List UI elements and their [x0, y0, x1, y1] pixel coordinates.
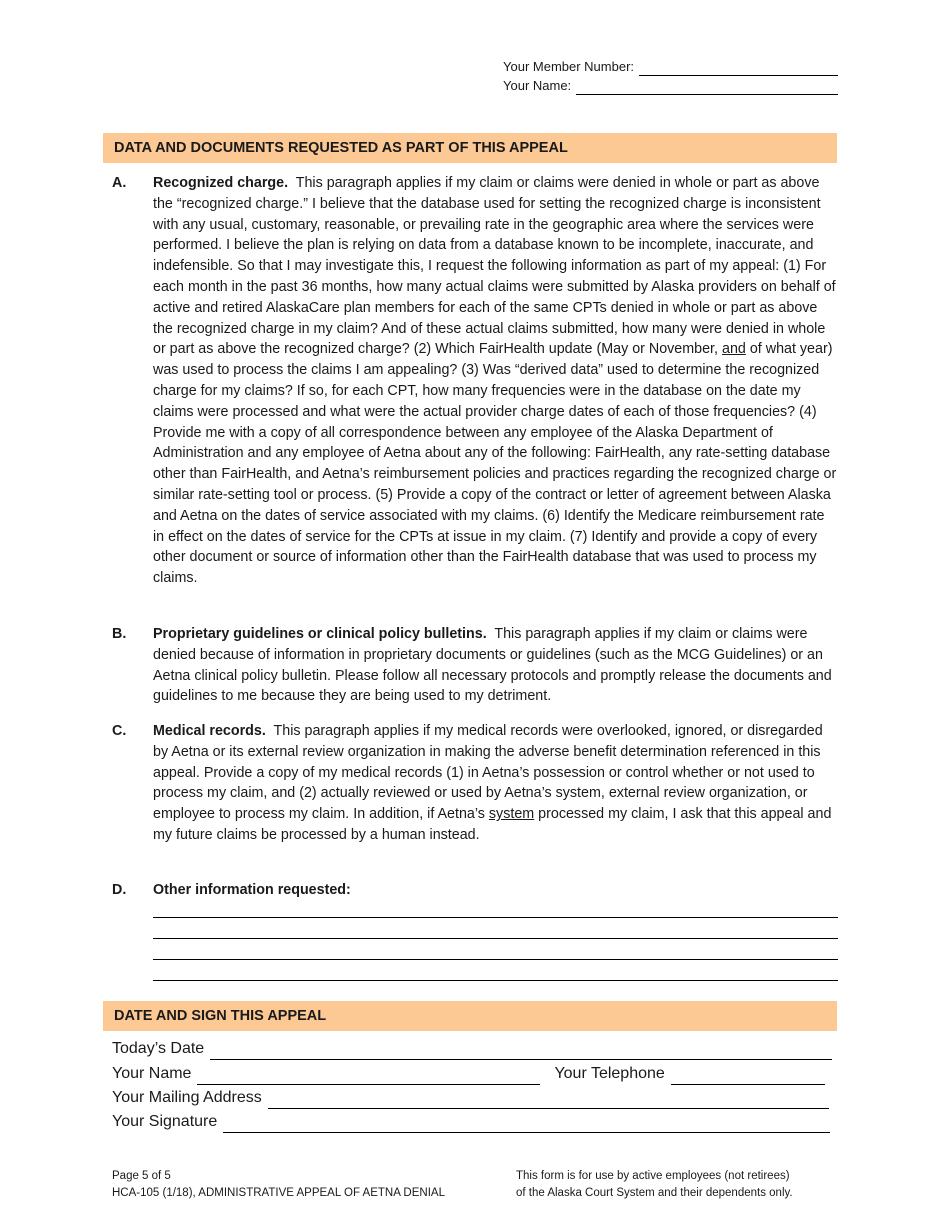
your-telephone-label: Your Telephone — [554, 1065, 665, 1082]
todays-date-row — [112, 1038, 832, 1060]
item-body — [153, 624, 839, 707]
item-body — [153, 880, 839, 901]
item-text-continued: processed my claim, I ask that this appeal and my future claims be processed by a human instead. — [153, 806, 832, 843]
signature-row — [112, 1111, 830, 1133]
underlined-text: and — [722, 341, 746, 358]
item-body — [153, 173, 839, 589]
your-name-label: Your Name — [112, 1065, 192, 1082]
signature-label: Your Signature — [112, 1113, 218, 1130]
other-info-line-3[interactable] — [153, 959, 838, 960]
section-header-data: DATA AND DOCUMENTS REQUESTED AS PART OF THIS APPEAL — [103, 133, 837, 163]
item-text-continued: of what year) was used to process the claims I am appealing? (3) Was “derived data” used to determine the recognized charge for my claims? If so, for each CPT, how many frequencies were in the database on the date my claims were processed and what were the actual provider charge dates of each of those frequencies? (4) Provide me with a copy of all correspondence between any employee of the Alaska Department of Administration and any employee of Aetna about any of the following: FairHealth, any rate-setting database other than FairHealth, and Aetna’s reimbursement policies and practices regarding the recognized charge or similar rate-setting tool or process. (5) Provide a copy of the contract or letter of agreement between Alaska and Aetna on the dates of service associated with my claims. (6) Identify the Medicare reimbursement rate in effect on the dates of service for the CPTs at issue in my claim. (7) Identify and provide a copy of every other document or source of information other than the FairHealth database that was used to process my claims. — [153, 341, 837, 587]
mailing-address-row — [112, 1087, 829, 1109]
mailing-address-label: Your Mailing Address — [112, 1089, 262, 1106]
item-title: Medical records. — [153, 723, 266, 739]
item-proprietary-guidelines — [112, 624, 842, 714]
footer-left — [112, 1168, 445, 1202]
member-name-row — [503, 76, 838, 95]
item-title: Other information requested: — [153, 882, 351, 898]
member-name-field[interactable] — [576, 81, 838, 95]
item-title: Proprietary guidelines or clinical policy bulletins. — [153, 626, 487, 642]
item-letter: D. — [112, 882, 127, 898]
item-body — [153, 721, 839, 846]
footer-right — [516, 1168, 793, 1202]
underlined-text: system — [488, 806, 535, 823]
section-header-sign: DATE AND SIGN THIS APPEAL — [103, 1001, 837, 1031]
item-text: This paragraph applies if my claim or claims were denied in whole or part as above the “recognized charge.” I believe that the database used for setting the recognized charge is inconsistent with any usual, customary, reasonable, or prevailing rate in the geographic area where the services were performed. I believe the plan is relying on data from a database known to be incomplete, inaccurate, and indefensible. So that I may investigate this, I request the following information as part of my appeal: (1) For each month in the past 36 months, how many actual claims were submitted by Alaska providers on behalf of active and retired AlaskaCare plan members for each of the same CPTs denied in whole or part as above the recognized charge in my claim? And of these actual claims submitted, how many were denied in whole or part as above the recognized charge? (2) Which FairHealth update (May or November, — [153, 175, 836, 358]
footer-notice-line-2: of the Alaska Court System and their dependents only. — [516, 1187, 793, 1199]
todays-date-label: Today’s Date — [112, 1040, 205, 1057]
member-number-row — [503, 57, 838, 76]
signature-field[interactable] — [223, 1116, 830, 1133]
item-letter: C. — [112, 723, 127, 739]
item-letter: B. — [112, 626, 127, 642]
item-recognized-charge — [112, 173, 842, 613]
mailing-address-field[interactable] — [268, 1092, 829, 1109]
member-number-field[interactable] — [639, 62, 838, 76]
item-title: Recognized charge. — [153, 175, 289, 191]
item-other-information — [112, 880, 842, 902]
item-text: This paragraph applies if my claim or claims were denied because of information in proprietary documents or guidelines (such as the MCG Guidelines) or an Aetna clinical policy bulletin. Please follow all necessary protocols and promptly release the documents and guidelines to me because they are being used to my detriment. — [153, 626, 832, 705]
member-info — [503, 57, 838, 95]
todays-date-field[interactable] — [210, 1043, 832, 1060]
other-info-line-4[interactable] — [153, 980, 838, 981]
item-medical-records — [112, 721, 842, 871]
other-info-line-2[interactable] — [153, 938, 838, 939]
your-telephone-field[interactable] — [671, 1068, 825, 1085]
your-name-field[interactable] — [197, 1068, 540, 1085]
form-id: HCA-105 (1/18), ADMINISTRATIVE APPEAL OF AETNA DENIAL — [112, 1187, 445, 1199]
name-telephone-row — [112, 1063, 825, 1085]
item-letter: A. — [112, 175, 127, 191]
member-name-label: Your Name: — [503, 78, 572, 93]
other-info-line-1[interactable] — [153, 917, 838, 918]
member-number-label: Your Member Number: — [503, 59, 635, 74]
page-number: Page 5 of 5 — [112, 1170, 171, 1182]
footer-notice-line-1: This form is for use by active employees (not retirees) — [516, 1170, 790, 1182]
item-text: This paragraph applies if my medical records were overlooked, ignored, or disregarded by Aetna or its external review organization in making the adverse benefit determination referenced in this appeal. Provide a copy of my medical records (1) in Aetna’s possession or control whether or not used to process my claim, and (2) actually reviewed or used by Aetna’s system, external review organization, or employee to process my claim. In addition, if Aetna’s — [153, 723, 823, 823]
